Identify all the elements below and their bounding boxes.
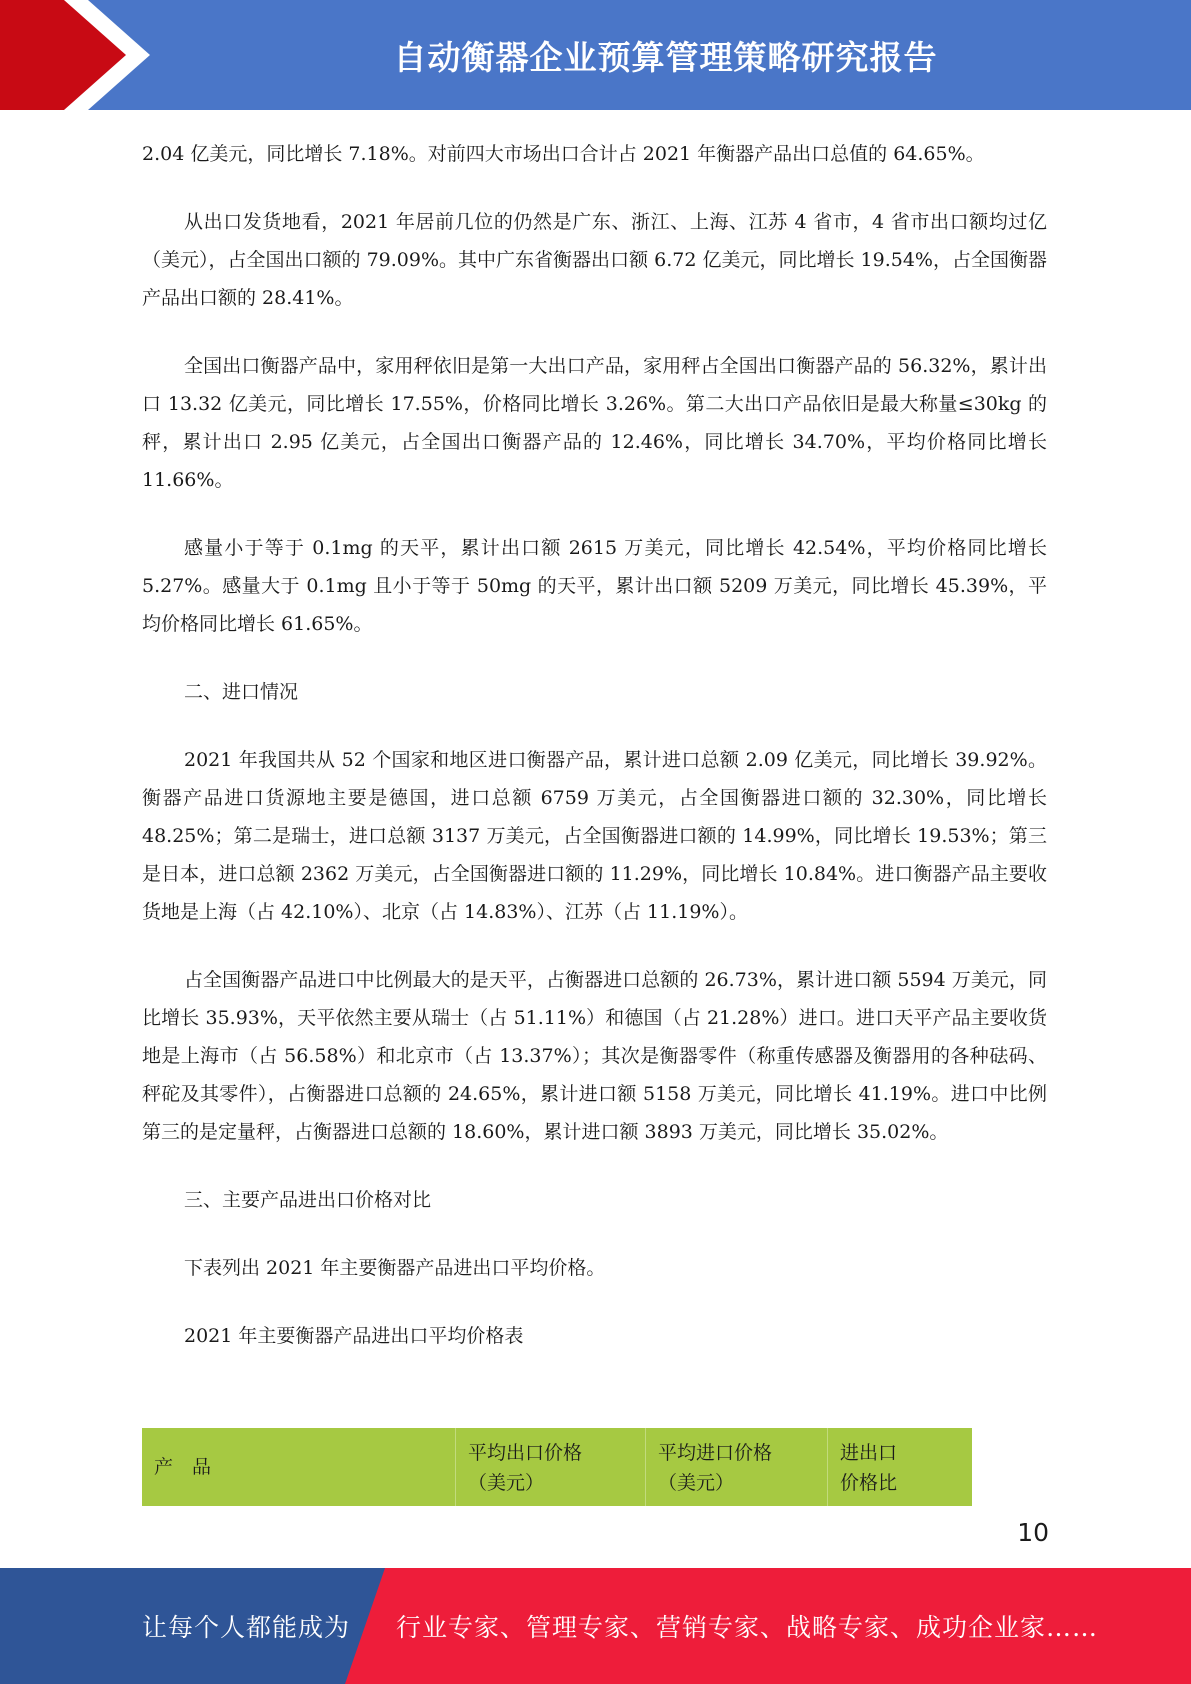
section-heading-imports: 二、进口情况 <box>184 681 299 703</box>
header-chevron-icon <box>0 0 160 110</box>
paragraph-table-intro: 下表列出 2021 年主要衡器产品进出口平均价格。 <box>184 1257 606 1279</box>
report-title: 自动衡器企业预算管理策略研究报告 <box>393 37 938 77</box>
table-caption: 2021 年主要衡器产品进出口平均价格表 <box>184 1325 524 1347</box>
paragraph-export-origin: 从出口发货地看，2021 年居前几位的仍然是广东、浙江、上海、江苏 4 省市，4 省市出口额均过亿（美元），占全国出口额的 79.09%。其中广东省衡器出口额 6.72 亿美元，同比增长 19.54%，占全国衡器产品出口额的 28.41%。 <box>142 211 1047 309</box>
paragraph-import-products: 占全国衡器产品进口中比例最大的是天平，占衡器进口总额的 26.73%，累计进口额 5594 万美元，同比增长 35.93%，天平依然主要从瑞士（占 51.11%）和德国（占 21.28%）进口。进口天平产品主要收货地是上海市（占 56.58%）和北京市（占 13.37%）；其次是衡器零件（称重传感器及衡器用的各种砝码、秤砣及其零件），占衡器进口总额的 24.65%，累计进口额 5158 万美元，同比增长 41.19%。进口中比例第三的是定量秤，占衡器进口总额的 18.60%，累计进口额 3893 万美元，同比增长 35.02%。 <box>142 969 1047 1143</box>
footer-slogan-left: 让每个人都能成为 <box>142 1613 351 1642</box>
footer-slogan-right: 行业专家、管理专家、营销专家、战略专家、成功企业家…… <box>396 1613 1099 1642</box>
column-header-price-ratio: 进出口 价格比 <box>840 1442 898 1494</box>
page-header <box>0 0 1191 110</box>
price-table-header <box>142 1428 972 1506</box>
column-header-product: 产 品 <box>142 1428 456 1506</box>
page-number: 10 <box>1017 1518 1049 1547</box>
paragraph-balance-exports: 感量小于等于 0.1mg 的天平，累计出口额 2615 万美元，同比增长 42.54%，平均价格同比增长 5.27%。感量大于 0.1mg 且小于等于 50mg 的天平，累计出口额 5209 万美元，同比增长 45.39%，平均价格同比增长 61.65%。 <box>142 537 1047 635</box>
column-header-export-price: 平均出口价格 （美元） <box>456 1428 646 1506</box>
paragraph-market-summary: 2.04 亿美元，同比增长 7.18%。对前四大市场出口合计占 2021 年衡器产品出口总值的 64.65%。 <box>142 143 985 165</box>
paragraph-import-sources: 2021 年我国共从 52 个国家和地区进口衡器产品，累计进口总额 2.09 亿美元，同比增长 39.92%。衡器产品进口货源地主要是德国，进口总额 6759 万美元，占全国衡器进口额的 32.30%，同比增长 48.25%；第二是瑞士，进口总额 3137 万美元，占全国衡器进口额的 14.99%，同比增长 19.53%；第三是日本，进口总额 2362 万美元，占全国衡器进口额的 11.29%，同比增长 10.84%。进口衡器产品主要收货地是上海（占 42.10%）、北京（占 14.83%）、江苏（占 11.19%）。 <box>142 749 1047 923</box>
section-heading-price-comparison: 三、主要产品进出口价格对比 <box>184 1189 432 1211</box>
paragraph-export-products: 全国出口衡器产品中，家用秤依旧是第一大出口产品，家用秤占全国出口衡器产品的 56.32%，累计出口 13.32 亿美元，同比增长 17.55%，价格同比增长 3.26%。第二大出口产品依旧是最大称量≤30kg 的秤，累计出口 2.95 亿美元，占全国出口衡器产品的 12.46%，同比增长 34.70%，平均价格同比增长 11.66%。 <box>142 355 1047 491</box>
page-footer <box>0 1568 1191 1684</box>
document-body <box>142 135 1047 1385</box>
column-header-import-price: 平均进口价格 （美元） <box>646 1428 828 1506</box>
